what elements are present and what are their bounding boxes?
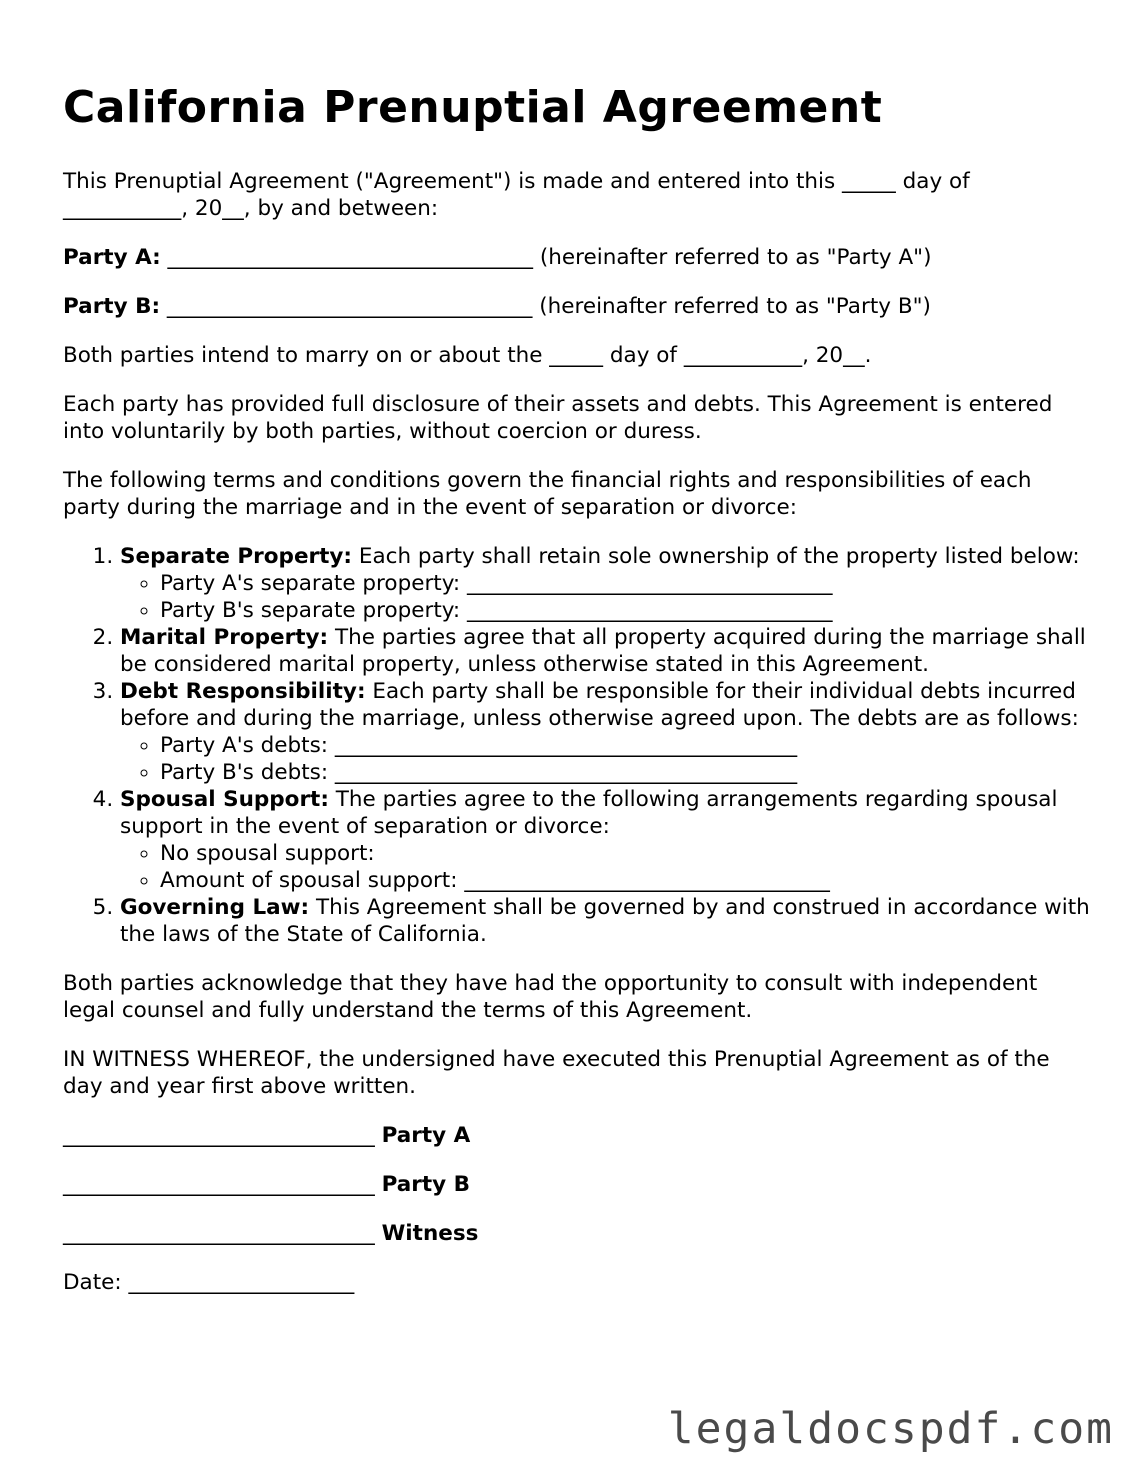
party-a-label: Party A: — [63, 245, 161, 270]
term-heading: Debt Responsibility: — [120, 679, 366, 704]
party-b-text: __________________________________ (hereinafter referred to as "Party B") — [160, 294, 931, 319]
signature-blank: _____________________________ — [63, 1172, 382, 1197]
party-a-text: __________________________________ (hereinafter referred to as "Party A") — [160, 245, 932, 270]
term-text: This Agreement shall be governed by and construed in accordance with the laws of the State of California. — [120, 895, 1090, 947]
term-heading: Spousal Support: — [120, 787, 329, 812]
signature-blank: _____________________________ — [63, 1221, 382, 1246]
sublist-item: ◦ Party B's debts: ___________________________________________ — [160, 759, 1093, 786]
signature-label: Party A — [381, 1123, 471, 1148]
acknowledgment-paragraph: Both parties acknowledge that they have had the opportunity to consult with independent legal counsel and fully understand the terms of this Agreement. — [63, 971, 1038, 1023]
witness-clause-paragraph: IN WITNESS WHEREOF, the undersigned have executed this Prenuptial Agreement as of the day and year first above written. — [63, 1047, 1050, 1099]
document-page — [63, 80, 1093, 1318]
term-text: Each party shall retain sole ownership of the property listed below: — [352, 544, 1080, 569]
party-a-line — [63, 244, 1093, 271]
signature-line-witness — [63, 1220, 1093, 1247]
party-b-label: Party B: — [63, 294, 161, 319]
marry-date-paragraph: Both parties intend to marry on or about the _____ day of ___________, 20__. — [63, 343, 872, 368]
term-heading: Marital Property: — [120, 625, 329, 650]
term-item-debt-responsibility — [120, 678, 1093, 786]
document-title: California Prenuptial Agreement — [63, 82, 883, 133]
term-text: Each party shall be responsible for their individual debts incurred before and during the marriage, unless otherwise agreed upon. The debts are as follows: — [120, 679, 1079, 731]
party-b-line — [63, 293, 1093, 320]
sublist-item: ◦ Party B's separate property: __________________________________ — [160, 597, 1093, 624]
signature-blank: _____________________________ — [63, 1123, 382, 1148]
sublist-item: ◦ Party A's separate property: __________________________________ — [160, 570, 1093, 597]
term-item-marital-property — [120, 624, 1093, 678]
sublist-item: ◦ Amount of spousal support: __________________________________ — [160, 867, 1093, 894]
term-text: The parties agree to the following arrangements regarding spousal support in the event of separation or divorce: — [120, 787, 1058, 839]
signature-label: Party B — [381, 1172, 471, 1197]
term-sublist — [120, 732, 1093, 786]
term-text: The parties agree that all property acquired during the marriage shall be considered marital property, unless otherwise stated in this Agreement. — [120, 625, 1086, 677]
signature-line-party-a — [63, 1122, 1093, 1149]
sublist-item: ◦ No spousal support: — [160, 840, 1093, 867]
term-heading: Governing Law: — [120, 895, 310, 920]
term-sublist — [120, 570, 1093, 624]
term-heading: Separate Property: — [120, 544, 353, 569]
sublist-item: ◦ Party A's debts: ___________________________________________ — [160, 732, 1093, 759]
signature-label: Witness — [381, 1221, 479, 1246]
disclosure-paragraph: Each party has provided full disclosure of their assets and debts. This Agreement is entered into voluntarily by both parties, without coercion or duress. — [63, 392, 1053, 444]
term-sublist — [120, 840, 1093, 894]
term-item-governing-law — [120, 894, 1093, 948]
watermark-text: legaldocspdf.com — [667, 1404, 1114, 1454]
intro-paragraph: This Prenuptial Agreement ("Agreement") is made and entered into this _____ day of ___________, 20__, by and between: — [63, 169, 970, 221]
terms-list — [63, 543, 1093, 948]
date-line: Date: _____________________ — [63, 1270, 355, 1295]
terms-intro-paragraph: The following terms and conditions govern the financial rights and responsibilities of each party during the marriage and in the event of separation or divorce: — [63, 468, 1032, 520]
term-item-spousal-support — [120, 786, 1093, 894]
signature-line-party-b — [63, 1171, 1093, 1198]
term-item-separate-property — [120, 543, 1093, 624]
